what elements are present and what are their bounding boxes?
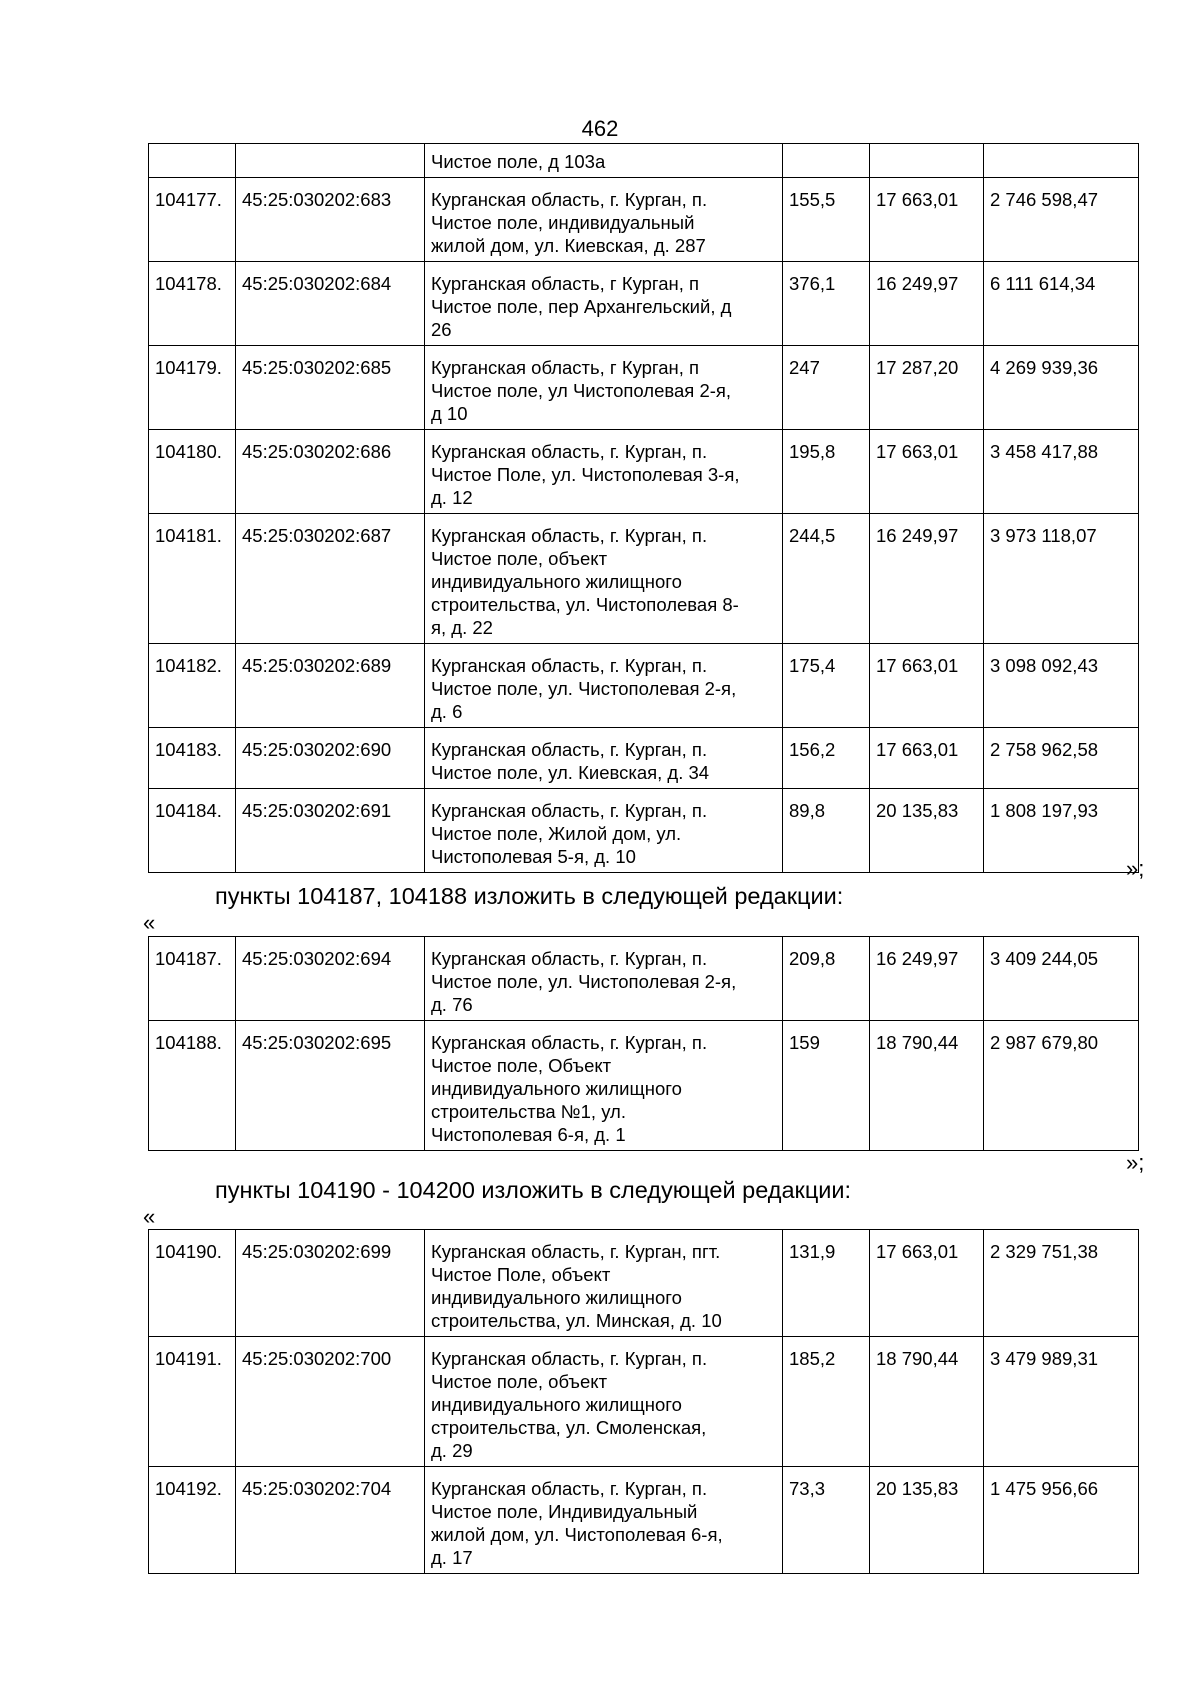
unit-value-cell: 17 663,01 — [870, 1230, 984, 1337]
unit-value-cell: 17 663,01 — [870, 644, 984, 728]
area-cell: 159 — [783, 1021, 870, 1151]
table-row — [149, 1337, 1139, 1467]
area-cell: 244,5 — [783, 514, 870, 644]
cadastral-value-cell — [984, 144, 1139, 178]
unit-value-cell: 16 249,97 — [870, 514, 984, 644]
cadastral-value-cell: 4 269 939,36 — [984, 346, 1139, 430]
cadastral-value-cell: 2 987 679,80 — [984, 1021, 1139, 1151]
item-number-cell: 104187. — [149, 937, 236, 1021]
cadastral-number-cell: 45:25:030202:690 — [236, 728, 425, 789]
opening-quote: « — [143, 1204, 156, 1229]
cadastral-number-cell: 45:25:030202:689 — [236, 644, 425, 728]
area-cell: 89,8 — [783, 789, 870, 873]
unit-value-cell: 17 663,01 — [870, 430, 984, 514]
unit-value-cell: 18 790,44 — [870, 1337, 984, 1467]
area-cell: 131,9 — [783, 1230, 870, 1337]
cadastral-value-cell: 6 111 614,34 — [984, 262, 1139, 346]
cadastral-value-cell: 2 746 598,47 — [984, 178, 1139, 262]
item-number-cell: 104180. — [149, 430, 236, 514]
unit-value-cell: 17 663,01 — [870, 728, 984, 789]
address-cell: Курганская область, г Курган, п Чистое поле, пер Архангельский, д 26 — [425, 262, 783, 346]
item-number-cell: 104190. — [149, 1230, 236, 1337]
address-cell: Курганская область, г Курган, п Чистое поле, ул Чистополевая 2-я, д 10 — [425, 346, 783, 430]
area-cell: 156,2 — [783, 728, 870, 789]
area-cell: 185,2 — [783, 1337, 870, 1467]
unit-value-cell: 16 249,97 — [870, 262, 984, 346]
table-row — [149, 430, 1139, 514]
closing-quote: »; — [1126, 856, 1145, 881]
address-cell: Курганская область, г. Курган, п. Чистое поле, Объект индивидуального жилищного строительства №1, ул. Чистополевая 6-я, д. 1 — [425, 1021, 783, 1151]
cadastral-number-cell — [236, 144, 425, 178]
cadastral-number-cell: 45:25:030202:685 — [236, 346, 425, 430]
address-cell: Курганская область, г. Курган, п. Чистое Поле, ул. Чистополевая 3-я, д. 12 — [425, 430, 783, 514]
opening-quote: « — [143, 910, 156, 935]
item-number-cell — [149, 144, 236, 178]
address-cell: Курганская область, г. Курган, п. Чистое поле, объект индивидуального жилищного строительства, ул. Чистополевая 8- я, д. 22 — [425, 514, 783, 644]
area-cell: 73,3 — [783, 1467, 870, 1574]
address-cell: Курганская область, г. Курган, п. Чистое поле, объект индивидуального жилищного строительства, ул. Смоленская, д. 29 — [425, 1337, 783, 1467]
item-number-cell: 104178. — [149, 262, 236, 346]
property-table-1 — [148, 143, 1139, 873]
property-table-2 — [148, 936, 1139, 1151]
table-row — [149, 144, 1139, 178]
page-number: 462 — [581, 116, 619, 141]
address-cell: Курганская область, г. Курган, п. Чистое поле, индивидуальный жилой дом, ул. Киевская, д. 287 — [425, 178, 783, 262]
table-row — [149, 178, 1139, 262]
cadastral-value-cell: 3 409 244,05 — [984, 937, 1139, 1021]
item-number-cell: 104188. — [149, 1021, 236, 1151]
cadastral-number-cell: 45:25:030202:691 — [236, 789, 425, 873]
cadastral-number-cell: 45:25:030202:694 — [236, 937, 425, 1021]
cadastral-value-cell: 3 479 989,31 — [984, 1337, 1139, 1467]
amendment-paragraph: пункты 104190 - 104200 изложить в следующей редакции: — [215, 1177, 852, 1203]
cadastral-value-cell: 1 808 197,93 — [984, 789, 1139, 873]
cadastral-number-cell: 45:25:030202:704 — [236, 1467, 425, 1574]
cadastral-value-cell: 3 098 092,43 — [984, 644, 1139, 728]
cadastral-value-cell: 2 758 962,58 — [984, 728, 1139, 789]
cadastral-value-cell: 3 458 417,88 — [984, 430, 1139, 514]
cadastral-number-cell: 45:25:030202:684 — [236, 262, 425, 346]
unit-value-cell: 17 663,01 — [870, 178, 984, 262]
table-row — [149, 937, 1139, 1021]
area-cell: 376,1 — [783, 262, 870, 346]
cadastral-number-cell: 45:25:030202:683 — [236, 178, 425, 262]
cadastral-number-cell: 45:25:030202:699 — [236, 1230, 425, 1337]
item-number-cell: 104179. — [149, 346, 236, 430]
cadastral-number-cell: 45:25:030202:695 — [236, 1021, 425, 1151]
address-cell: Курганская область, г. Курган, пгт. Чистое Поле, объект индивидуального жилищного строительства, ул. Минская, д. 10 — [425, 1230, 783, 1337]
unit-value-cell: 20 135,83 — [870, 1467, 984, 1574]
area-cell: 247 — [783, 346, 870, 430]
unit-value-cell: 16 249,97 — [870, 937, 984, 1021]
property-table-3 — [148, 1229, 1139, 1574]
cadastral-value-cell: 2 329 751,38 — [984, 1230, 1139, 1337]
area-cell: 155,5 — [783, 178, 870, 262]
area-cell: 175,4 — [783, 644, 870, 728]
item-number-cell: 104184. — [149, 789, 236, 873]
item-number-cell: 104182. — [149, 644, 236, 728]
table-row — [149, 262, 1139, 346]
unit-value-cell: 20 135,83 — [870, 789, 984, 873]
address-cell: Курганская область, г. Курган, п. Чистое поле, ул. Чистополевая 2-я, д. 6 — [425, 644, 783, 728]
address-cell: Курганская область, г. Курган, п. Чистое поле, Индивидуальный жилой дом, ул. Чистополевая 6-я, д. 17 — [425, 1467, 783, 1574]
amendment-paragraph: пункты 104187, 104188 изложить в следующей редакции: — [215, 883, 844, 909]
unit-value-cell: 17 287,20 — [870, 346, 984, 430]
address-cell: Курганская область, г. Курган, п. Чистое поле, Жилой дом, ул. Чистополевая 5-я, д. 10 — [425, 789, 783, 873]
area-cell — [783, 144, 870, 178]
table-row — [149, 1230, 1139, 1337]
table-row — [149, 346, 1139, 430]
item-number-cell: 104181. — [149, 514, 236, 644]
address-cell: Курганская область, г. Курган, п. Чистое поле, ул. Чистополевая 2-я, д. 76 — [425, 937, 783, 1021]
cadastral-number-cell: 45:25:030202:686 — [236, 430, 425, 514]
table-row — [149, 789, 1139, 873]
item-number-cell: 104183. — [149, 728, 236, 789]
table-row — [149, 1467, 1139, 1574]
closing-quote: »; — [1126, 1150, 1145, 1175]
item-number-cell: 104191. — [149, 1337, 236, 1467]
item-number-cell: 104177. — [149, 178, 236, 262]
table-row — [149, 644, 1139, 728]
table-row — [149, 1021, 1139, 1151]
cadastral-number-cell: 45:25:030202:687 — [236, 514, 425, 644]
address-cell: Курганская область, г. Курган, п. Чистое поле, ул. Киевская, д. 34 — [425, 728, 783, 789]
area-cell: 195,8 — [783, 430, 870, 514]
cadastral-value-cell: 3 973 118,07 — [984, 514, 1139, 644]
cadastral-value-cell: 1 475 956,66 — [984, 1467, 1139, 1574]
table-row — [149, 728, 1139, 789]
table-row — [149, 514, 1139, 644]
address-cell: Чистое поле, д 103а — [425, 144, 783, 178]
unit-value-cell: 18 790,44 — [870, 1021, 984, 1151]
area-cell: 209,8 — [783, 937, 870, 1021]
unit-value-cell — [870, 144, 984, 178]
cadastral-number-cell: 45:25:030202:700 — [236, 1337, 425, 1467]
item-number-cell: 104192. — [149, 1467, 236, 1574]
